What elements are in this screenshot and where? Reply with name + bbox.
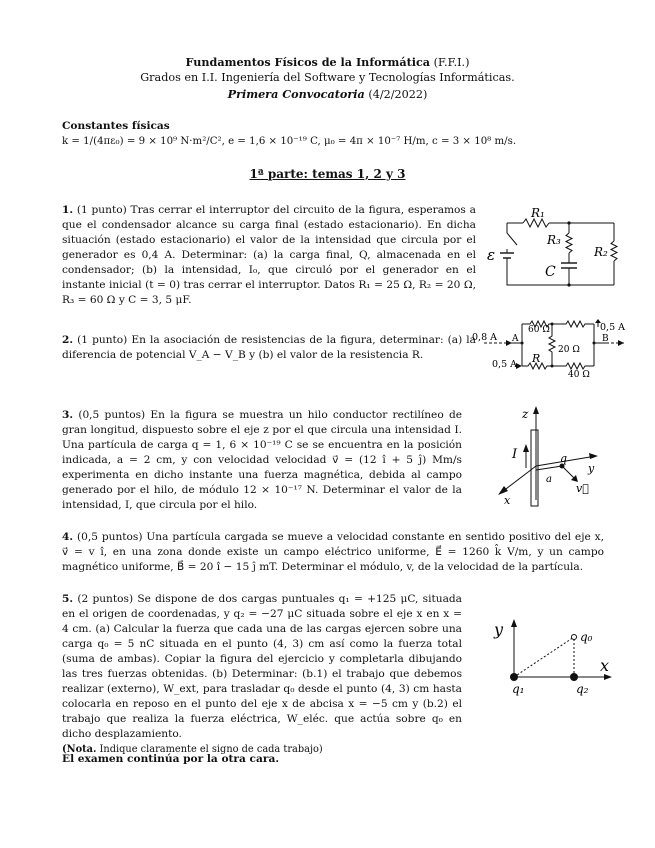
problem-2-number: 2. [62, 334, 74, 346]
constants-text: k = 1/(4πε₀) = 9 × 10⁹ N·m²/C², e = 1,6 × 10⁻¹⁹ C, μ₀ = 4π × 10⁻⁷ H/m, c = 3 × 10⁸ m/s. [62, 136, 517, 147]
wire [531, 430, 538, 506]
resistor-40 [552, 363, 594, 369]
label-out-current: 0,5 A [600, 322, 625, 333]
problem-4 [62, 530, 604, 575]
course-title [0, 55, 655, 69]
problem-3-text: (0,5 puntos) En la figura se muestra un hilo conductor rectilíneo de gran longitud, dispuesto sobre el eje z por el que circula una intensidad I. Una partícula de carga q = 1, 6 × 10⁻¹⁹ C se se encuentra en la posición indicada, a = 2 cm, y con velocidad velocidad v⃗ = (12 î + 5 ĵ) Mm/s experimenta en dicho instante una fuerza magnética, debida al campo generado por el hilo, de módulo 12 × 10⁻¹⁷ N. Determinar el valor de la intensidad, I, que circula por el hilo. [62, 409, 462, 511]
distance-a [536, 466, 562, 470]
label-q2: q₂ [576, 682, 589, 696]
resistor-top-right [552, 321, 594, 327]
label-20: 20 Ω [558, 345, 580, 355]
label-r: R [532, 352, 541, 365]
dashed-diagonal [514, 637, 574, 677]
figure-5-charges [490, 615, 620, 700]
label-q0: q₀ [580, 630, 593, 644]
label-x: x [504, 494, 511, 507]
node-bottom [567, 283, 570, 286]
label-q: q [560, 452, 568, 465]
continues-note: El examen continúa por la otra cara. [62, 753, 280, 765]
call-name: Primera Convocatoria [227, 87, 365, 101]
resistor-20 [549, 324, 555, 366]
label-branch-current: 0,5 A [492, 359, 517, 370]
charge-q2 [570, 673, 578, 681]
figure-1-circuit [487, 203, 627, 295]
problem-5-text: (2 puntos) Se dispone de dos cargas puntuales q₁ = +125 μC, situada en el origen de coordenadas, y q₂ = −27 μC situada sobre el eje x en x = 4 cm. (a) Calcular la fuerza que cada una de las cargas ejercen sobre una carga q₀ = 5 nC situada en el punto (4, 3) cm así como la fuerza total (suma de ambas). Copiar la figura del ejercicio y completarla dibujando las tres fuerzas obtenidas. (b) Determinar: (b.1) el trabajo que debemos realizar (externo), W_ext, para trasladar q₀ desde el punto (4, 3) cm hasta colocarla en reposo en el punto del eje x de abcisa x = −5 cm y (b.2) el trabajo que realiza la fuerza eléctrica, W_eléc. que actúa sobre q₀ en dicho desplazamiento. [62, 593, 462, 740]
resistor-r2 [611, 241, 617, 261]
arrow-out [618, 340, 624, 346]
label-i: I [512, 447, 518, 462]
label-q1: q₁ [512, 682, 525, 696]
course-abbr: (F.F.I.) [433, 56, 470, 69]
degrees-line: Grados en I.I. Ingeniería del Software y Tecnologías Informáticas. [140, 71, 515, 84]
label-y: y [588, 462, 595, 475]
label-40: 40 Ω [568, 370, 590, 378]
label-c: C [545, 264, 556, 280]
problem-3 [62, 408, 462, 513]
constants-title: Constantes físicas [62, 120, 170, 132]
problem-5-number: 5. [62, 593, 74, 605]
label-z: z [522, 407, 529, 421]
label-r1: R₁ [531, 206, 545, 220]
resistor-r3 [566, 233, 572, 253]
call-line [0, 87, 655, 101]
label-v: v⃗ [576, 482, 589, 495]
label-60: 60 Ω [528, 325, 550, 335]
problem-5-note: Indique claramente el signo de cada trabajo) [99, 744, 323, 755]
charge-q1 [510, 673, 518, 681]
node-top [567, 221, 570, 224]
label-x: x [600, 656, 610, 675]
label-r2: R₂ [594, 245, 608, 259]
label-a: a [546, 474, 552, 485]
part-title: 1ª parte: temas 1, 2 y 3 [249, 167, 406, 181]
problem-4-number: 4. [62, 531, 74, 543]
call-date: (4/2/2022) [368, 88, 428, 101]
label-a: A [512, 334, 519, 344]
problem-2-text: (1 punto) En la asociación de resistencias de la figura, determinar: (a) la diferencia de potencial V_A − V_B y (b) el valor de la resistencia R. [62, 334, 476, 361]
problem-3-number: 3. [62, 409, 74, 421]
problem-5 [62, 592, 462, 757]
label-in-current: 0,8 A [472, 332, 497, 343]
label-y: y [494, 620, 504, 639]
figure-2-resistor-network [470, 316, 630, 378]
problem-2 [62, 333, 476, 363]
problem-5-note-label: (Nota. [62, 744, 97, 755]
problem-4-text: (0,5 puntos) Una partícula cargada se mueve a velocidad constante en sentido positivo del eje x, v⃗ = v î, en una zona donde existe un campo eléctrico uniforme, E⃗ = 1260 k̂ V/m, y un campo magnético uniforme, B⃗ = 20 î − 15 ĵ mT. Determinar el módulo, v, de la velocidad de la partícula. [62, 531, 604, 573]
problem-1-number: 1. [62, 204, 74, 216]
label-b: B [602, 334, 609, 344]
figure-3-wire [488, 400, 608, 510]
course-name: Fundamentos Físicos de la Informática [185, 55, 431, 69]
switch [507, 233, 517, 245]
problem-1-text: (1 punto) Tras cerrar el interruptor del circuito de la figura, esperamos a que el condensador alcance su carga final (estado estacionario). En dicha situación (estado estacionario) el valor de la intensidad que circula por el generador es 0,4 A. Determinar: (a) la carga final, Q, almacenada en el condensador; (b) la intensidad, I₀, que circuló por el generador en el instante inicial (t = 0) tras cerrar el interruptor. Datos R₁ = 25 Ω, R₂ = 20 Ω, R₃ = 60 Ω y C = 3, 5 μF. [62, 204, 476, 306]
label-r3: R₃ [547, 233, 561, 247]
resistor-r1 [523, 219, 549, 227]
problem-1 [62, 203, 476, 308]
label-emf: ε [487, 246, 496, 264]
